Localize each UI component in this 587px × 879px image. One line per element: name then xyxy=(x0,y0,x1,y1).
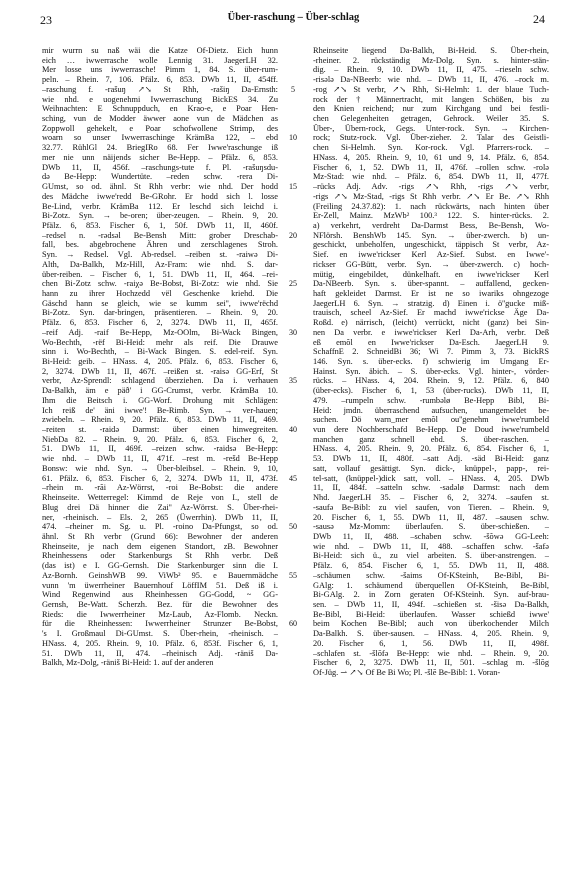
text-line: -rog ↗↘ St verbr, ↗↘ Rhh, Si-Helmh: 1. der blaue Tuch- xyxy=(313,84,549,94)
text-line: Er-Zell, Mainz. MzWb² 100.³ 122. S. hinter-rücks. 2. xyxy=(313,211,549,221)
text-line: 53. DWb 11, II, 480f. –satt Adj. -säd Bi-Heid: ganz xyxy=(313,454,549,464)
text-line: Weihnachten: E Schnuppduch, en Krao-e, e Poar Hen- xyxy=(42,104,278,114)
text-line: Pfälz. 6, 853. Fischer 6, 2, 3274. DWb 11, II, 465f. xyxy=(42,318,278,328)
text-line: vun dere Nochberschafd Be-Hepp. De Doud iwwe'rumbeld xyxy=(313,425,549,435)
text-line: Be-Lind, verbr. KrämBa 112. Er leschd sich leichd i. xyxy=(42,201,278,211)
line-number: 45 xyxy=(289,473,297,483)
text-line: Bi-Heid: geib. – HNass. 4, 205. Pfälz. 6, 853. Fischer 6, xyxy=(42,357,278,366)
text-line: 474. –rheiner m. Sg. u. Pl. -roino Da-Pfungst, so od. xyxy=(42,522,278,532)
text-line: Mz-Stad: wie nhd. – Pfälz. 6, 854. DWb 11, II, 477f. xyxy=(313,172,549,182)
text-line: (Freiling 24.37.82): 1. nach rückwärts, nach hinten über xyxy=(313,201,549,211)
text-line: satt, vollauf gesättigt. Syn. dick-, knüppel-, papp-, rei- xyxy=(313,463,549,473)
text-line: –rhein m. -rãi Az-Wörrst, -roi Be-Bobst: die andere xyxy=(42,483,278,493)
text-line: fall, bes. abgebrochene Ähren und zerschlagenes Stroh. xyxy=(42,240,278,250)
line-number: 5 xyxy=(291,84,295,94)
text-line: Pfälz. 6, 854. Fischer 6, 1, 55. DWb 11, II, 488. xyxy=(313,561,549,571)
text-line: NiebDa 82. – Rhein. 9, 20. Pfälz. 6, 853. Fischer 6, 2, xyxy=(42,434,278,444)
text-line: suchen. Dö warn_mer emõl ou''genehm iwwe'rumbeld xyxy=(313,415,549,425)
text-line: Fischer 6, 1, 52. DWb 11, II, 476f. –rollen schw. -rolə xyxy=(313,162,549,172)
text-line: mir wurrn su naß wäi die Katze Of-Dietz. Eich hunn xyxy=(42,46,278,55)
text-line: də Be-Hepp: Wundertüte. –reden schw. -rera Di- xyxy=(42,172,278,182)
text-line: –schlafen st. -šlōfə Be-Hepp: wie nhd. – Rhein. 9, 20. xyxy=(313,648,549,658)
text-line: 51. DWb 11, II, 474. –rheinisch Adj. -räniš Da- xyxy=(42,648,278,658)
text-line: GAlg: 1. schäumend überquellen Of-KSteinh, Be-Bibl, xyxy=(313,580,549,590)
text-line: Da-NBeerb. Syn. s. über-spannt. – auffallend, gecken- xyxy=(313,279,549,289)
text-line: Gernsh, Be-Watt. Scherzh. Bez. für die Bewohner des xyxy=(42,599,278,609)
text-line: Ich reiß de' äni iwwe'! Be-Rimb. Syn. → ver-hauen; xyxy=(42,405,278,415)
line-number: 40 xyxy=(289,425,297,435)
text-line: Alth, Da-Balkh, Mz-Hill, Az-Fram: wie nhd. S. dar- xyxy=(42,259,278,269)
line-number: 35 xyxy=(289,376,297,386)
text-line: 2, 3274. DWb 11, II, 467f. –reißen st. -raisə GG-Erf, St xyxy=(42,366,278,376)
text-line: 51. DWb 11, II, 469f. –reizen schw. -raidsə Be-Hepp: xyxy=(42,444,278,454)
text-line: rock der † Männertracht, mit langen Schößen, bis zu xyxy=(313,94,549,104)
text-line: Gäschd hann se gleich, wie se kumm sei'', iwwe'rëchd xyxy=(42,298,278,308)
text-line: trauisch, scheel Az-Sief. Er machd iwwe'rickse Äge Da- xyxy=(313,308,549,318)
text-line: (das ist) e I. GG-Gernsh. Die Starkenburger sinn die I. xyxy=(42,561,278,571)
line-number: 20 xyxy=(289,230,297,240)
text-line: (über-ecks). Fischer 6, 1, 53 (über-rucks). DWb 11, II, xyxy=(313,386,549,396)
text-line: eich … iwwerrasche wolle Lennig 31. JaegerLH 32. xyxy=(42,55,278,65)
text-line: GUmst, so od. ähnl. St Rhh verbr: wie nhd. Der hodd xyxy=(42,182,278,192)
text-line: –reif Adj. -raif Be-Hepp, Mz-OOlm, Bi-Wack Bingen, xyxy=(42,327,278,337)
text-line: rücks. – HNass. 4, 204. Rhein. 9, 12. Pfälz. 6, 840 xyxy=(313,376,549,386)
text-line: eß emõl en Iwwe'rickser Da-Esch. JaegerLH 9. xyxy=(313,337,549,347)
text-line: –schäumen schw. -šaims Of-KSteinh, Be-Bibl, Bi- xyxy=(313,570,549,580)
text-line: haft gekleidet Darmst. Er ist ne so iwariks ohngezoge xyxy=(313,288,549,298)
text-line: Da-Balkh. S. über-sausen. – HNass. 4, 205. Rhein. 9, xyxy=(313,629,549,639)
text-line: -risələ Da-NBeerb: wie nhd. – DWb 11, II, 476. –rock m. xyxy=(313,75,549,85)
text-line: 20. Fischer 6, 1, 56. DWb 11, II, 498f. xyxy=(313,638,549,648)
text-line: 146. Syn. s. über-ecks. f) schwierig im Umgang Er- xyxy=(313,357,549,366)
text-line: wie nhd. – DWb 11, II, 488. –schaffen schw. -šafə xyxy=(313,541,549,551)
text-line: -rigs ↗↘ Mz-Stad, -rigs St Rhh verbr. ↗↘ Er Be. ↗↘ Rhh xyxy=(313,191,549,201)
text-line: dig. – Rhein. 9, 10. DWb 11, II, 475. –rieseln schw. xyxy=(313,65,549,75)
text-line: Syn. → Redsel. Vgl. Ab-redsel. –reiben st. -raiwə Di- xyxy=(42,250,278,260)
text-line: chen Si-Helmh. Syn. Kor-rock. Vgl. Pfarrers-rock. – xyxy=(313,143,549,153)
text-line: Fischer 6, 2, 3275. DWb 11, II, 501. –schlag m. -šlōg xyxy=(313,658,549,668)
text-line: sching, vun de Modder äwwer aone vun de Mädchen as xyxy=(42,114,278,124)
text-line: woarn so unser Iwwerraschinge KrämBa 122, – ebd xyxy=(42,133,278,143)
text-line: über-reiben. – Fischer 6, 1, 51. DWb 11, II, 464. –rei- xyxy=(42,269,278,279)
text-line: manchen ganz schnell ebd. S. über-raschen. – xyxy=(313,434,549,444)
right-column xyxy=(313,46,549,678)
text-line: HNass. 4, 205. Rhein. 9, 20. Pfälz. 6, 854. Fischer 6, 1, xyxy=(313,444,549,454)
text-line: Ihm die Beitsch i. GG-Worf. Drohung mit Schlägen: xyxy=(42,395,278,405)
text-line: 's I. Großmaul Di-GUmst. S. Über-rhein, -rheinisch. – xyxy=(42,629,278,639)
text-line: Sief. en iwwe'rickser Kerl Az-Sief. Subst. en Iwwe'- xyxy=(313,250,549,260)
line-number: 55 xyxy=(289,570,297,580)
page-number-right: 24 xyxy=(533,12,545,26)
text-line: 20. Fischer 6, 1, 55. DWb 11, II, 487. –sausen schw. xyxy=(313,512,549,522)
running-title: Über-raschung – Über-schlag xyxy=(227,12,360,23)
text-line: chen Gelegenheiten getragen, Gehrock. Weiler 35. S. xyxy=(313,114,549,124)
line-number: 10 xyxy=(289,133,297,143)
text-line: peln. – Rhein. 7, 106. Pfälz. 6, 853. DWb 11, II, 454ff. xyxy=(42,75,278,85)
text-line: HNass. 4, 205. Rhein. 9, 10. Pfälz. 6, 853f. Fischer 6, 1, xyxy=(42,638,278,648)
text-line: tel-satt, (knüppel-)dick satt, voll. – HNass. 4, 205. DWb xyxy=(313,473,549,483)
text-line: sen. – DWb 11, II, 494f. –schießen st. -šisə Da-Balkh, xyxy=(313,599,549,609)
text-line: des Mädche iwwe'redd Be-GRohr. Er hodd sich l. losse xyxy=(42,191,278,201)
text-line: chen Bi-Zotz schw. -raiχə Be-Bobst, Bi-Zotz: wie nhd. Sie xyxy=(42,279,278,289)
text-line: –reiten st. -raidə Darmst: über einen hinwegreiten. xyxy=(42,425,278,435)
text-line: -saufə Be-Bibl: zu viel saufen, von Tieren. – Rhein. 9, xyxy=(313,502,549,512)
line-number: 60 xyxy=(289,619,297,629)
text-line: Blug drei Dä hinner die Zai'' Az-Wörrst. S. Über-rhei- xyxy=(42,502,278,512)
text-line: Rheinhessens oder Starkenburgs St Rhh verbr. Deß xyxy=(42,551,278,561)
text-line: Balkh, Mz-Dolg, -räniš Bi-Heid: 1. auf der anderen xyxy=(42,658,214,668)
text-line: Hainst. Syn. äbich. – S. über-ecks. Vgl. hinter-, vörder- xyxy=(313,366,549,376)
text-line: Bi-GAlg. 2. in Zorn geraten Of-KSteinh. Syn. auf-brau- xyxy=(313,590,549,600)
text-line: DWb 11, II, 456f. –raschungs-tute f. Pl. -rašuŋsdu- xyxy=(42,162,278,172)
text-line: Wind Regenwind aus Rheinhessen GG-Godd, ~ GG- xyxy=(42,590,278,600)
text-line: wie nhd. e uogenehmi Iwwerraschung BickES 34. Zu xyxy=(42,94,278,104)
text-line: für die Rheinhessen: Iwwerrheiner Strunzer Be-Bobst, xyxy=(42,619,278,629)
running-header xyxy=(0,8,587,30)
text-line: NFlörsh. BenshWb 145. Syn. → über-zwerch. b) un- xyxy=(313,230,549,240)
text-line: SchaffnE 2. SchneidBi 36; Wi 7. Pimm 3, 73. BickRS xyxy=(313,347,549,357)
text-line: –raschung f. -rašuŋ ↗↘ St Rhh, -rašiŋ Da-Ernsth: xyxy=(42,84,278,94)
text-line: verbr, Az-Sprendl: schlagend überziehen. Da i. verhauen xyxy=(42,376,278,386)
text-line: vunn 'm üwerrheiner Bauernhouf LöffIM 51. Deß iß i. xyxy=(42,580,278,590)
text-line: a) verkehrt, verdreht Da-Darmst Bess, Be-Bensh, Wo- xyxy=(313,220,549,230)
text-line: Mer losse uns iwwerrasche! Pimm 1, 84. S. über-rum- xyxy=(42,65,278,75)
text-line: Bi-Heid: sich ü., zu viel arbeiten. S. über-anstrengen. – xyxy=(313,551,549,561)
text-line: mer nie unn näijends sicher Be-Hepp. – Pfälz. 6, 853. xyxy=(42,152,278,162)
text-line: 11, II, 484f. –satteln schw. -sadəlø Darmst: nach dem xyxy=(313,483,549,493)
text-line: beim Kochen Be-Bibl; auch von überkochender Milch xyxy=(313,619,549,629)
text-line: Roßd. e) närrisch, (leicht) verrückt, nicht (ganz) bei Sin- xyxy=(313,318,549,328)
text-line: Nhd. JaegerLH 35. – Fischer 6, 2, 3274. –saufen st. xyxy=(313,493,549,503)
text-line: Of-Jüg. ⇀ ↗↘ Of Be Bi Wo; Pl. -šlē Be-Bibl: 1. Voran- xyxy=(313,668,501,677)
text-line: 479. –rumpeln schw. -rumbəlø Be-Hepp Bibl, Bi- xyxy=(313,395,549,405)
left-column xyxy=(42,46,278,668)
text-line: 61. Pfälz. 6, 853. Fischer 6, 2, 3274. DWb 11, II, 473f. xyxy=(42,473,278,483)
line-number: 50 xyxy=(289,522,297,532)
text-line: Bi-Zotz. Syn. → be-oren; über-zeugen. – Rhein. 9, 20. xyxy=(42,211,278,221)
text-line: Heid: jmdn. überraschend aufsuchen, unangemeldet be- xyxy=(313,405,549,415)
text-line: mütig, eingebildet, dünkelhaft. en iwwe'rickser Kerl xyxy=(313,269,549,279)
text-line: Zoppwoll gehekelt, e Poar schofwollene Strimp, des xyxy=(42,123,278,133)
text-line: HNass. 4, 205. Rhein. 9, 10, 61 und 9, 14. Pfälz. 6, 854. xyxy=(313,152,549,162)
text-line: zwiebeln. – Rhein. 9, 20. Pfälz. 6, 853. DWb 11, II, 469. xyxy=(42,415,278,425)
text-line: Rheinseite, je nach dem eigenen Standort, zB. Bewohner xyxy=(42,541,278,551)
page-number-left: 23 xyxy=(40,13,52,27)
text-line: Be-Bibl, Bi-Heid: überlaufen. Wasser schießd iwwe' xyxy=(313,609,549,619)
text-line: JaegerLH 6. Syn. → stratzig. d) Einen i. ö''gucke miß- xyxy=(313,298,549,308)
text-line: Wo-Bechth, -rëf Bi-Heid: mehr als reif. Die Drauwe xyxy=(42,337,278,347)
text-line: Rheinseite. Wetterregel: Kimmd de Reje von I., stell de xyxy=(42,493,278,503)
text-line: 32.77. RühlGl 24. BriegIRo 68. Fer Iwwe'raschunge iß xyxy=(42,143,278,153)
text-line: den Knien reichend; nur zum Kirchgang und bei festli- xyxy=(313,104,549,114)
text-line: –redsel n. -rədsəl Be-Bensh Mitt: grober Dreschab- xyxy=(42,230,278,240)
line-number: 25 xyxy=(289,279,297,289)
text-line: hann zu ihrer Hochzedd vël Geschenke kriehd. Die xyxy=(42,288,278,298)
text-line: nen Da verbr. e iwwe'rickser Kerl Da-Arh, verbr. Deß xyxy=(313,327,549,337)
text-line: Pfälz. 6, 853. Fischer 6, 1, 50f. DWb 11, II, 460f. xyxy=(42,220,278,230)
text-line: rickser GG-Bütt, verbr. Syn. → über-zwerch. c) hoch- xyxy=(313,259,549,269)
line-number: 30 xyxy=(289,327,297,337)
text-line: ähnl. St Rh verbr (Grund 66): Bewohner der anderen xyxy=(42,531,278,541)
text-line: Über-, Übern-rock, Gegs. Unter-rock. Syn. → Kirchen- xyxy=(313,123,549,133)
text-line: wie nhd. – DWb 11, II, 471f. –rest m. -rešd Be-Hepp xyxy=(42,454,278,464)
text-line: Bi-Zotz. Syn. dar-bringen, präsentieren. – Rhein. 9, 20. xyxy=(42,308,278,318)
text-line: ner, -rheinisch. – Els. 2, 265 (Üwerrhin). DWb 11, II, xyxy=(42,512,278,522)
text-line: DWb 11, II, 488. –schaben schw. -šõwə GG-Leeh: xyxy=(313,531,549,541)
text-line: Rheinseite liegend Da-Balkh, Bi-Heid. S. Über-rhein, xyxy=(313,46,549,55)
text-line: sinn i. Wo-Bechth, – Bi-Wack Bingen. S. edel-reif. Syn. xyxy=(42,347,278,357)
text-line: geschickt, unbeholfen, ungeschickt, täppisch St verbr, Az- xyxy=(313,240,549,250)
text-line: Az-Bornh. GeinshWB 99. ViWb² 95. e Bauernmädche xyxy=(42,570,278,580)
text-line: Rieds: die Iwwerrheiner Mz-Laub, Az-Flomb. Neckn. xyxy=(42,609,278,619)
text-line: -rheiner. 2. rückständig Mz-Dolg. Syn. s. hinter-stän- xyxy=(313,55,549,65)
text-line: Bonsw: wie nhd. Syn. → Über-bleibsel. – Rhein. 9, 10, xyxy=(42,463,278,473)
line-number: 15 xyxy=(289,182,297,192)
text-line: Da-Balkh, äm e päð' i GG-Crumst, verbr. KrämBa 10. xyxy=(42,386,278,396)
text-line: –rücks Adj. Adv. -rigs ↗↘ Rhh, -rigs ↗↘ verbr, xyxy=(313,182,549,192)
text-line: rock; Stutz-rock. Vgl. Über-zieher. 2. Talar des Geistli- xyxy=(313,133,549,143)
text-line: -sausə Mz-Momm: überlaufen. S. über-schießen. – xyxy=(313,522,549,532)
